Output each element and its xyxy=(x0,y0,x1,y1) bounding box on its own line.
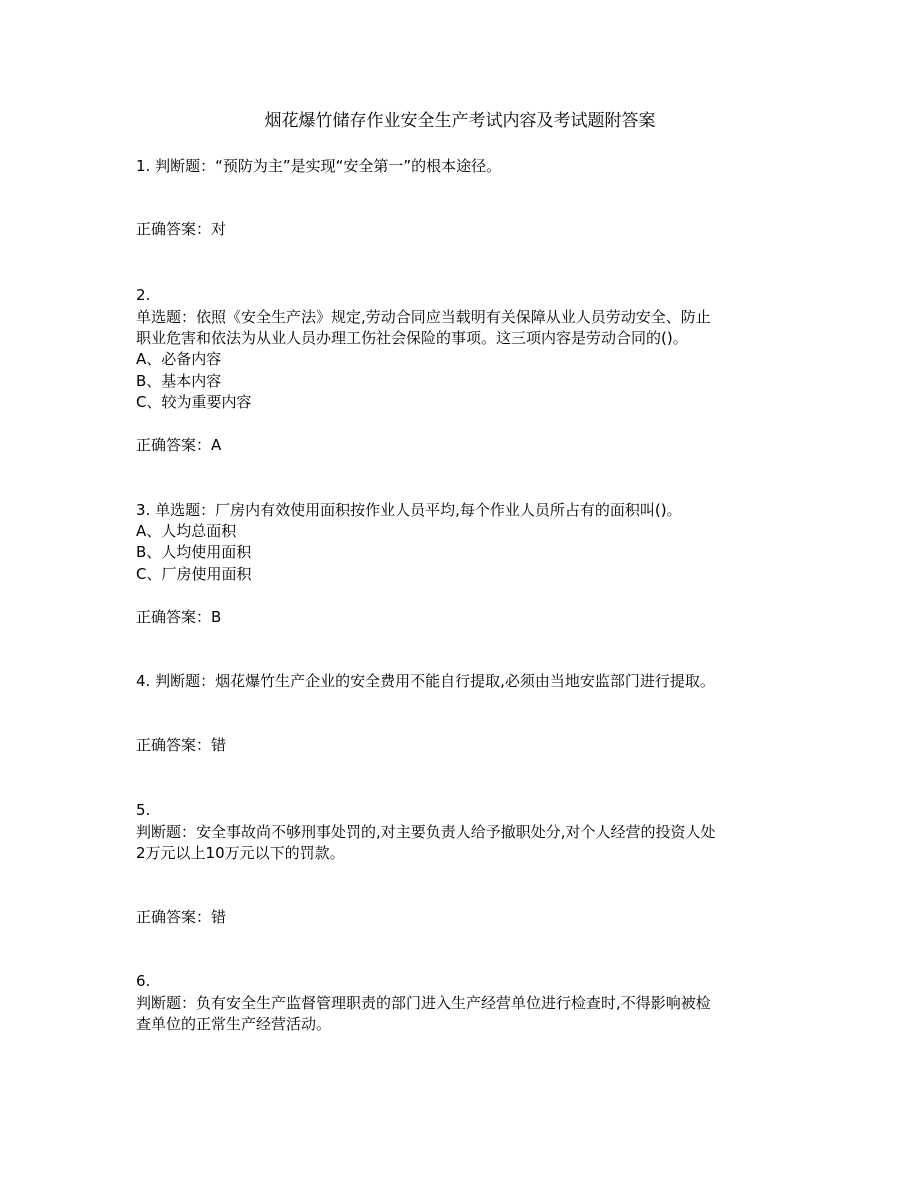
question-5-answer: 正确答案：错 xyxy=(136,908,227,926)
question-1-answer: 正确答案：对 xyxy=(136,220,227,238)
question-2-option-b: B、基本内容 xyxy=(136,372,222,390)
question-2-option-c: C、较为重要内容 xyxy=(136,393,252,411)
question-1-text: 1. 判断题：“预防为主”是实现“安全第一”的根本途径。 xyxy=(136,157,502,175)
question-5-text-line-1: 判断题：安全事故尚不够刑事处罚的,对主要负责人给予撤职处分,对个人经营的投资人处 xyxy=(136,823,716,841)
question-3-option-a: A、人均总面积 xyxy=(136,522,237,540)
question-6-text-line-1: 判断题：负有安全生产监督管理职责的部门进入生产经营单位进行检查时,不得影响被检 xyxy=(136,994,711,1012)
question-4-answer: 正确答案：错 xyxy=(136,736,227,754)
document-title: 烟花爆竹储存作业安全生产考试内容及考试题附答案 xyxy=(264,111,656,131)
question-2-answer: 正确答案：A xyxy=(136,436,222,454)
question-5-number: 5. xyxy=(136,801,151,819)
question-6-number: 6. xyxy=(136,972,151,990)
question-4-text: 4. 判断题：烟花爆竹生产企业的安全费用不能自行提取,必须由当地安监部门进行提取。 xyxy=(136,672,715,690)
question-6-text-line-2: 查单位的正常生产经营活动。 xyxy=(136,1015,332,1033)
question-2-text-line-2: 职业危害和依法为从业人员办理工伤社会保险的事项。这三项内容是劳动合同的()。 xyxy=(136,329,688,347)
question-2-number: 2. xyxy=(136,286,151,304)
question-3-option-c: C、厂房使用面积 xyxy=(136,565,252,583)
question-3-answer: 正确答案：B xyxy=(136,608,222,626)
question-2-option-a: A、必备内容 xyxy=(136,350,222,368)
question-2-text-line-1: 单选题：依照《安全生产法》规定,劳动合同应当载明有关保障从业人员劳动安全、防止 xyxy=(136,308,711,326)
question-3-option-b: B、人均使用面积 xyxy=(136,543,252,561)
question-5-text-line-2: 2万元以上10万元以下的罚款。 xyxy=(136,844,345,862)
question-3-text: 3. 单选题：厂房内有效使用面积按作业人员平均,每个作业人员所占有的面积叫()。 xyxy=(136,501,682,519)
